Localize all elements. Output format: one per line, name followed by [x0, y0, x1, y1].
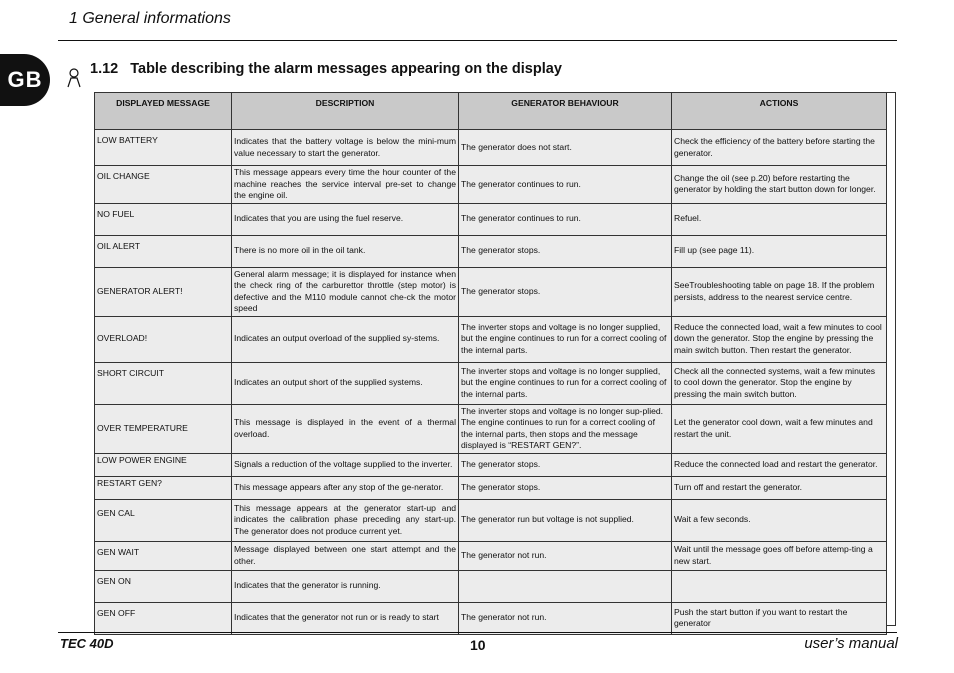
alarm-actions: Check all the connected systems, wait a few minutes to cool down the generator. Stop the engine by pressing the main switch button.	[672, 362, 887, 404]
alarm-message: LOW POWER ENGINE	[95, 453, 232, 476]
alarm-actions: Push the start button if you want to restart the generator	[672, 602, 887, 634]
alarm-description: There is no more oil in the oil tank.	[232, 235, 459, 267]
generator-behaviour	[459, 570, 672, 602]
alarm-message: GENERATOR ALERT!	[95, 267, 232, 316]
alarm-actions: Fill up (see page 11).	[672, 235, 887, 267]
alarm-message: SHORT CIRCUIT	[95, 362, 232, 404]
section-number: 1.12	[90, 61, 119, 77]
alarm-description: General alarm message; it is displayed for instance when the check ring of the carburettor throttle (step motor) is defective and the M110 module cannot che-ck the motor speed	[232, 267, 459, 316]
alarm-actions: SeeTroubleshooting table on page 18. If the problem persists, address to the nearest service centre.	[672, 267, 887, 316]
alarm-message: OIL CHANGE	[95, 166, 232, 204]
alarm-actions: Check the efficiency of the battery before starting the generator.	[672, 130, 887, 166]
alarm-message: LOW BATTERY	[95, 130, 232, 166]
footer-model-name: TEC 40D	[60, 636, 114, 651]
alarm-actions: Reduce the connected load, wait a few minutes to cool down the generator. Stop the engine by pressing the main switch button. Then restart the generator.	[672, 316, 887, 362]
alarm-message: RESTART GEN?	[95, 476, 232, 499]
header-divider	[58, 40, 897, 41]
table-row	[95, 316, 887, 362]
generator-behaviour: The generator continues to run.	[459, 203, 672, 235]
generator-behaviour: The generator continues to run.	[459, 166, 672, 204]
alarm-message: GEN OFF	[95, 602, 232, 634]
alarm-actions	[672, 570, 887, 602]
column-header-actions: ACTIONS	[672, 93, 887, 130]
generator-behaviour: The generator stops.	[459, 235, 672, 267]
alarm-description: Signals a reduction of the voltage supplied to the inverter.	[232, 453, 459, 476]
alarm-message: NO FUEL	[95, 203, 232, 235]
alarm-description: Indicates an output short of the supplied systems.	[232, 362, 459, 404]
generator-behaviour: The generator run but voltage is not supplied.	[459, 499, 672, 541]
alarm-actions: Refuel.	[672, 203, 887, 235]
column-header-behaviour: GENERATOR BEHAVIOUR	[459, 93, 672, 130]
table-row	[95, 235, 887, 267]
alarm-actions: Wait until the message goes off before attemp-ting a new start.	[672, 541, 887, 570]
generator-behaviour: The inverter stops and voltage is no longer sup-plied. The engine continues to run for a correct cooling of the internal parts, then stops and the message displayed is “RESTART GEN?”.	[459, 404, 672, 453]
footer-manual-label: user’s manual	[804, 635, 898, 652]
generator-behaviour: The generator not run.	[459, 541, 672, 570]
table-row	[95, 541, 887, 570]
column-header-description: DESCRIPTION	[232, 93, 459, 130]
section-title-text: Table describing the alarm messages appearing on the display	[130, 61, 562, 77]
chapter-title: 1 General informations	[69, 10, 231, 27]
alarm-description: This message appears after any stop of the ge-nerator.	[232, 476, 459, 499]
generator-behaviour: The inverter stops and voltage is no longer supplied, but the engine continues to run for a correct cooling of the internal parts.	[459, 316, 672, 362]
column-header-message: DISPLAYED MESSAGE	[95, 93, 232, 130]
table-row	[95, 130, 887, 166]
alarm-actions: Turn off and restart the generator.	[672, 476, 887, 499]
table-row	[95, 570, 887, 602]
generator-behaviour: The generator stops.	[459, 267, 672, 316]
alarm-description: This message appears at the generator start-up and indicates the calibration phase preceding any start-up. The generator does not produce current yet.	[232, 499, 459, 541]
table-row	[95, 602, 887, 634]
table-row	[95, 499, 887, 541]
alarm-description: Indicates an output overload of the supplied sy-stems.	[232, 316, 459, 362]
alarm-actions: Reduce the connected load and restart the generator.	[672, 453, 887, 476]
alarm-description: Message displayed between one start attempt and the other.	[232, 541, 459, 570]
page-number: 10	[470, 637, 486, 653]
table-row	[95, 362, 887, 404]
table-row	[95, 267, 887, 316]
generator-behaviour: The generator does not start.	[459, 130, 672, 166]
generator-behaviour: The generator stops.	[459, 453, 672, 476]
alarm-message: OVER TEMPERATURE	[95, 404, 232, 453]
person-icon	[67, 68, 81, 88]
alarm-description: Indicates that the battery voltage is below the mini-mum value necessary to start the generator.	[232, 130, 459, 166]
alarm-message: OIL ALERT	[95, 235, 232, 267]
table-row	[95, 453, 887, 476]
alarm-description: This message appears every time the hour counter of the machine reaches the service interval pre-set to change the engine oil.	[232, 166, 459, 204]
alarm-message: GEN CAL	[95, 499, 232, 541]
table-row	[95, 404, 887, 453]
generator-behaviour: The generator not run.	[459, 602, 672, 634]
alarm-description: Indicates that the generator is running.	[232, 570, 459, 602]
alarm-message: GEN WAIT	[95, 541, 232, 570]
generator-behaviour: The generator stops.	[459, 476, 672, 499]
alarm-message: OVERLOAD!	[95, 316, 232, 362]
alarm-actions: Let the generator cool down, wait a few minutes and restart the unit.	[672, 404, 887, 453]
table-row	[95, 476, 887, 499]
alarm-actions: Change the oil (see p.20) before restarting the generator by holding the start button down for longer.	[672, 166, 887, 204]
footer-divider	[58, 632, 897, 633]
table-header-row	[95, 93, 887, 130]
alarm-actions: Wait a few seconds.	[672, 499, 887, 541]
alarm-description: Indicates that the generator not run or is ready to start	[232, 602, 459, 634]
table-row	[95, 166, 887, 204]
alarm-description: This message is displayed in the event of a thermal overload.	[232, 404, 459, 453]
alarm-messages-table	[94, 92, 887, 635]
table-row	[95, 203, 887, 235]
alarm-description: Indicates that you are using the fuel reserve.	[232, 203, 459, 235]
language-tab: GB	[0, 54, 50, 106]
generator-behaviour: The inverter stops and voltage is no longer supplied, but the engine continues to run for a correct cooling of the internal parts.	[459, 362, 672, 404]
alarm-message: GEN ON	[95, 570, 232, 602]
section-heading	[90, 61, 562, 77]
